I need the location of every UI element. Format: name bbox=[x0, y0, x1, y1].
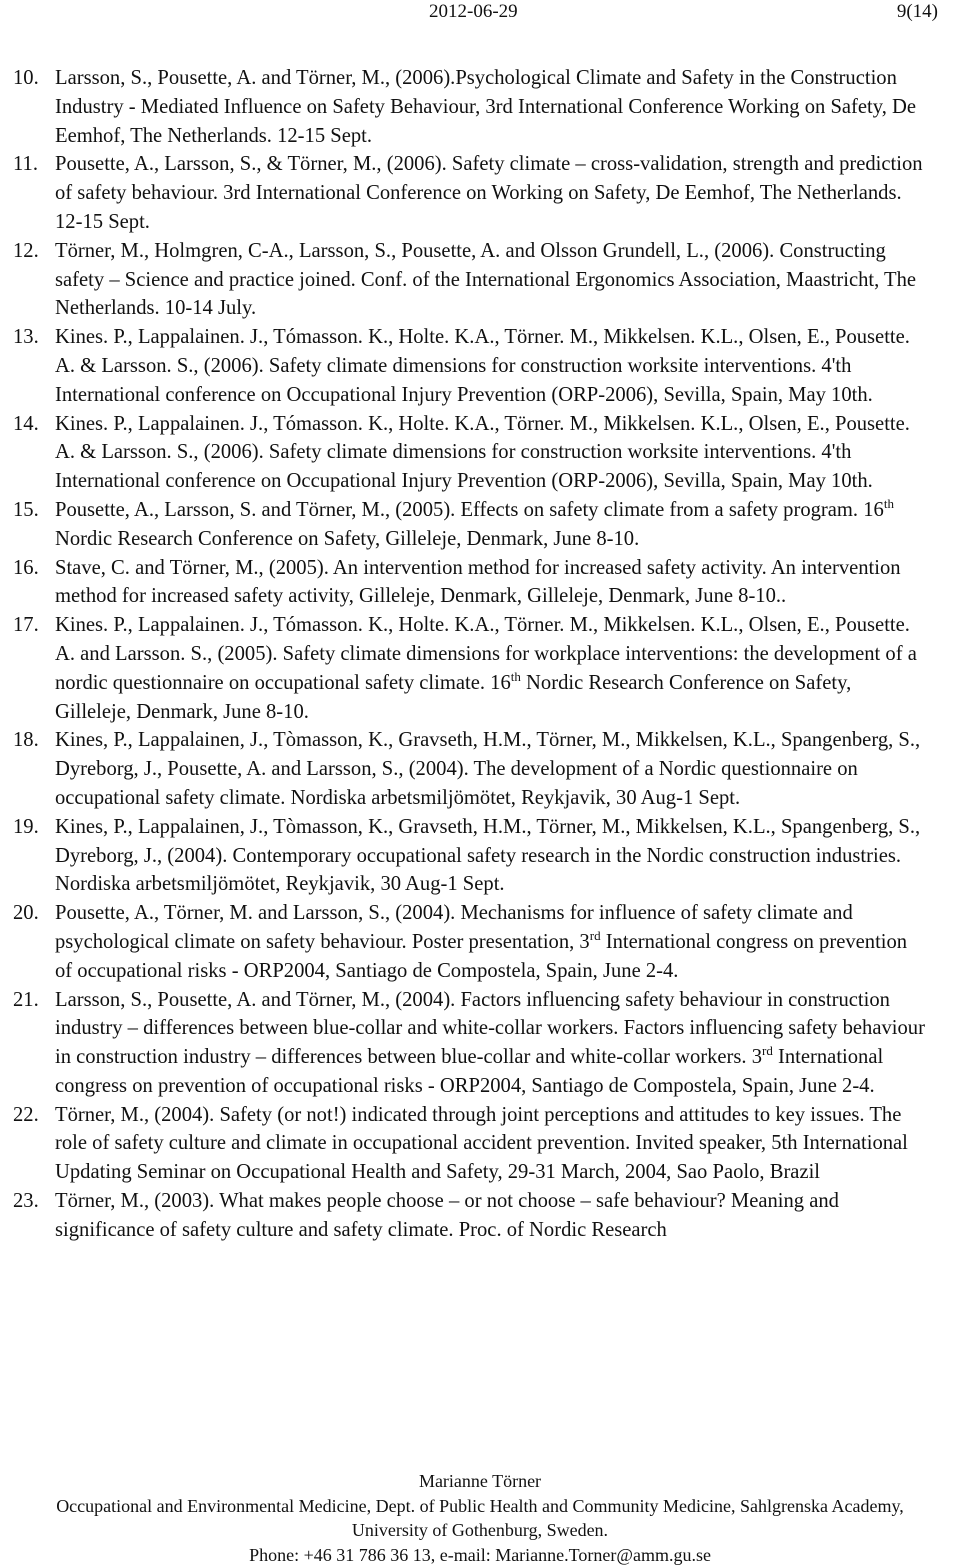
footer-university: University of Gothenburg, Sweden. bbox=[351, 1520, 609, 1541]
reference-text-segment: Törner, M., (2003). What makes people choose – or not choose – safe behaviour? Meaning and significance of safety culture and safety climate. Proc. of Nordic Research bbox=[55, 1190, 839, 1241]
reference-item bbox=[13, 1101, 925, 1187]
reference-number: 23. bbox=[13, 1190, 39, 1213]
reference-text bbox=[55, 557, 901, 608]
reference-number: 10. bbox=[13, 67, 39, 89]
reference-item bbox=[13, 813, 925, 899]
reference-item bbox=[13, 323, 925, 409]
ordinal-superscript: rd bbox=[762, 1043, 773, 1059]
reference-number: 19. bbox=[13, 815, 39, 838]
reference-text bbox=[55, 326, 910, 406]
reference-number: 17. bbox=[13, 614, 39, 637]
page-number: 9(14) bbox=[896, 1, 938, 22]
reference-text bbox=[55, 413, 910, 493]
reference-text bbox=[55, 614, 917, 722]
reference-number: 20. bbox=[13, 902, 39, 925]
reference-text bbox=[55, 1104, 908, 1184]
footer-affiliation: Occupational and Environmental Medicine, Dept. of Public Health and Community Medicine, Sahlgrenska Academy, bbox=[56, 1495, 904, 1516]
reference-item bbox=[13, 410, 925, 496]
reference-text-segment: Pousette, A., Larsson, S., & Törner, M., (2006). Safety climate – cross-validation, strength and prediction of safety behaviour. 3rd International Conference on Working on Safety, De Eemhof, The Netherlands. 12-15 Sept. bbox=[55, 153, 923, 233]
reference-text bbox=[55, 495, 894, 550]
ordinal-superscript: rd bbox=[589, 927, 601, 943]
footer-author-name: Marianne Törner bbox=[418, 1471, 542, 1491]
reference-text-segment: Kines, P., Lappalainen, J., Tòmasson, K., Gravseth, H.M., Törner, M., Mikkelsen, K.L., Spangenberg, S., Dyreborg, J., Pousette, A. and Larsson, S., (2004). The development of a Nordic questionnaire on occupational safety climate. Nordiska arbetsmiljömötet, Reykjavik, 30 Aug-1 Sept. bbox=[55, 729, 921, 809]
reference-number: 13. bbox=[13, 326, 39, 349]
reference-text-segment: Nordic Research Conference on Safety, Gilleleje, Denmark, June 8-10. bbox=[55, 527, 640, 550]
reference-item bbox=[13, 150, 925, 236]
reference-text-segment: Törner, M., Holmgren, C-A., Larsson, S., Pousette, A. and Olsson Grundell, L., (2006). Constructing safety – Science and practice joined. Conf. of the International Ergonomics Association, Maastricht, The Netherlands. 10-14 July. bbox=[55, 239, 917, 320]
reference-item bbox=[13, 64, 925, 150]
reference-number: 22. bbox=[13, 1103, 39, 1126]
reference-number: 18. bbox=[13, 729, 39, 752]
ordinal-superscript: th bbox=[883, 495, 894, 511]
footer-contact: Phone: +46 31 786 36 13, e-mail: Marianne.Torner@amm.gu.se bbox=[249, 1544, 711, 1565]
reference-number: 11. bbox=[13, 153, 38, 176]
reference-text-segment: Kines. P., Lappalainen. J., Tómasson. K., Holte. K.A., Törner. M., Mikkelsen. K.L., Olsen, E., Pousette. A. & Larsson. S., (2006). Safety climate dimensions for construction worksite interventions. 4'th International conference on Occupational Injury Prevention (ORP-2006), Sevilla, Spain, May 10th. bbox=[55, 412, 910, 493]
reference-item bbox=[13, 899, 925, 985]
reference-text bbox=[55, 729, 920, 809]
reference-item bbox=[13, 554, 925, 612]
reference-text-segment: Pousette, A., Larsson, S. and Törner, M., (2005). Effects on safety climate from a safety program. 16 bbox=[55, 498, 884, 521]
reference-text bbox=[55, 153, 923, 233]
reference-text-segment: Kines. P., Lappalainen. J., Tómasson. K., Holte. K.A., Törner. M., Mikkelsen. K.L., Olsen, E., Pousette. A. and Larsson. S., (2005). Safety climate dimensions for workplace interventions: the development of a nordic questionnaire on occupational safety climate. 16 bbox=[55, 614, 917, 694]
reference-number: 16. bbox=[13, 556, 39, 579]
reference-item bbox=[13, 726, 925, 812]
reference-number: 12. bbox=[13, 239, 39, 262]
reference-text bbox=[55, 902, 907, 982]
reference-item bbox=[13, 986, 925, 1101]
reference-number: 21. bbox=[13, 988, 39, 1011]
reference-text bbox=[55, 1190, 839, 1241]
reference-text-segment: Kines. P., Lappalainen. J., Tómasson. K., Holte. K.A., Törner. M., Mikkelsen. K.L., Olsen, E., Pousette. A. & Larsson. S., (2006). Safety climate dimensions for construction worksite interventions. 4'th International conference on Occupational Injury Prevention (ORP-2006), Sevilla, Spain, May 10th. bbox=[55, 326, 910, 406]
reference-item bbox=[13, 611, 925, 726]
header-date: 2012-06-29 bbox=[429, 1, 518, 22]
reference-text bbox=[55, 816, 920, 896]
reference-text-segment: Larsson, S., Pousette, A. and Törner, M., (2004). Factors influencing safety behaviour in construction industry – differences between blue-collar and white-collar workers. Factors influencing safety behaviour in construction industry – differences between blue-collar and white-collar workers. 3 bbox=[55, 988, 925, 1069]
footer bbox=[0, 1469, 960, 1567]
reference-text-segment: Kines, P., Lappalainen, J., Tòmasson, K., Gravseth, H.M., Törner, M., Mikkelsen, K.L., Spangenberg, S., Dyreborg, J., (2004). Contemporary occupational safety research in the Nordic construction industries. Nordiska arbetsmiljömötet, Reykjavik, 30 Aug-1 Sept. bbox=[55, 815, 921, 896]
reference-item bbox=[13, 1187, 925, 1245]
reference-item bbox=[13, 496, 925, 554]
reference-text-segment: Larsson, S., Pousette, A. and Törner, M., (2006).Psychological Climate and Safety in the Construction Industry - Mediated Influence on Safety Behaviour, 3rd International Conference Working on Safety, De Eemhof, The Netherlands. 12-15 Sept. bbox=[55, 67, 917, 147]
ordinal-superscript: th bbox=[510, 668, 521, 684]
reference-text-segment: Nordic Research Conference on Safety, Gilleleje, Denmark, June 8-10. bbox=[55, 671, 852, 723]
reference-number: 14. bbox=[13, 412, 39, 435]
reference-text-segment: Törner, M., (2004). Safety (or not!) indicated through joint perceptions and attitudes to key issues. The role of safety culture and climate in occupational accident prevention. Invited speaker, 5th International Updating Seminar on Occupational Health and Safety, 29-31 March, 2004, Sao Paolo, Brazil bbox=[55, 1103, 908, 1184]
reference-text-segment: Stave, C. and Törner, M., (2005). An intervention method for increased safety activity. An intervention method for increased safety activity, Gilleleje, Denmark, Gilleleje, Denmark, June 8-10.. bbox=[55, 556, 901, 608]
reference-number: 15. bbox=[13, 498, 39, 521]
reference-text bbox=[55, 240, 916, 320]
reference-text bbox=[55, 989, 925, 1097]
reference-text bbox=[55, 67, 916, 147]
reference-list bbox=[13, 64, 925, 1245]
reference-text-segment: Pousette, A., Törner, M. and Larsson, S., (2004). Mechanisms for influence of safety climate and psychological climate on safety behaviour. Poster presentation, 3 bbox=[55, 902, 853, 953]
reference-text-segment: International congress on prevention of occupational risks - ORP2004, Santiago de Compostela, Spain, June 2-4. bbox=[55, 1046, 884, 1097]
reference-item bbox=[13, 237, 925, 323]
reference-text-segment: International congress on prevention of occupational risks - ORP2004, Santiago de Compostela, Spain, June 2-4. bbox=[55, 930, 908, 982]
